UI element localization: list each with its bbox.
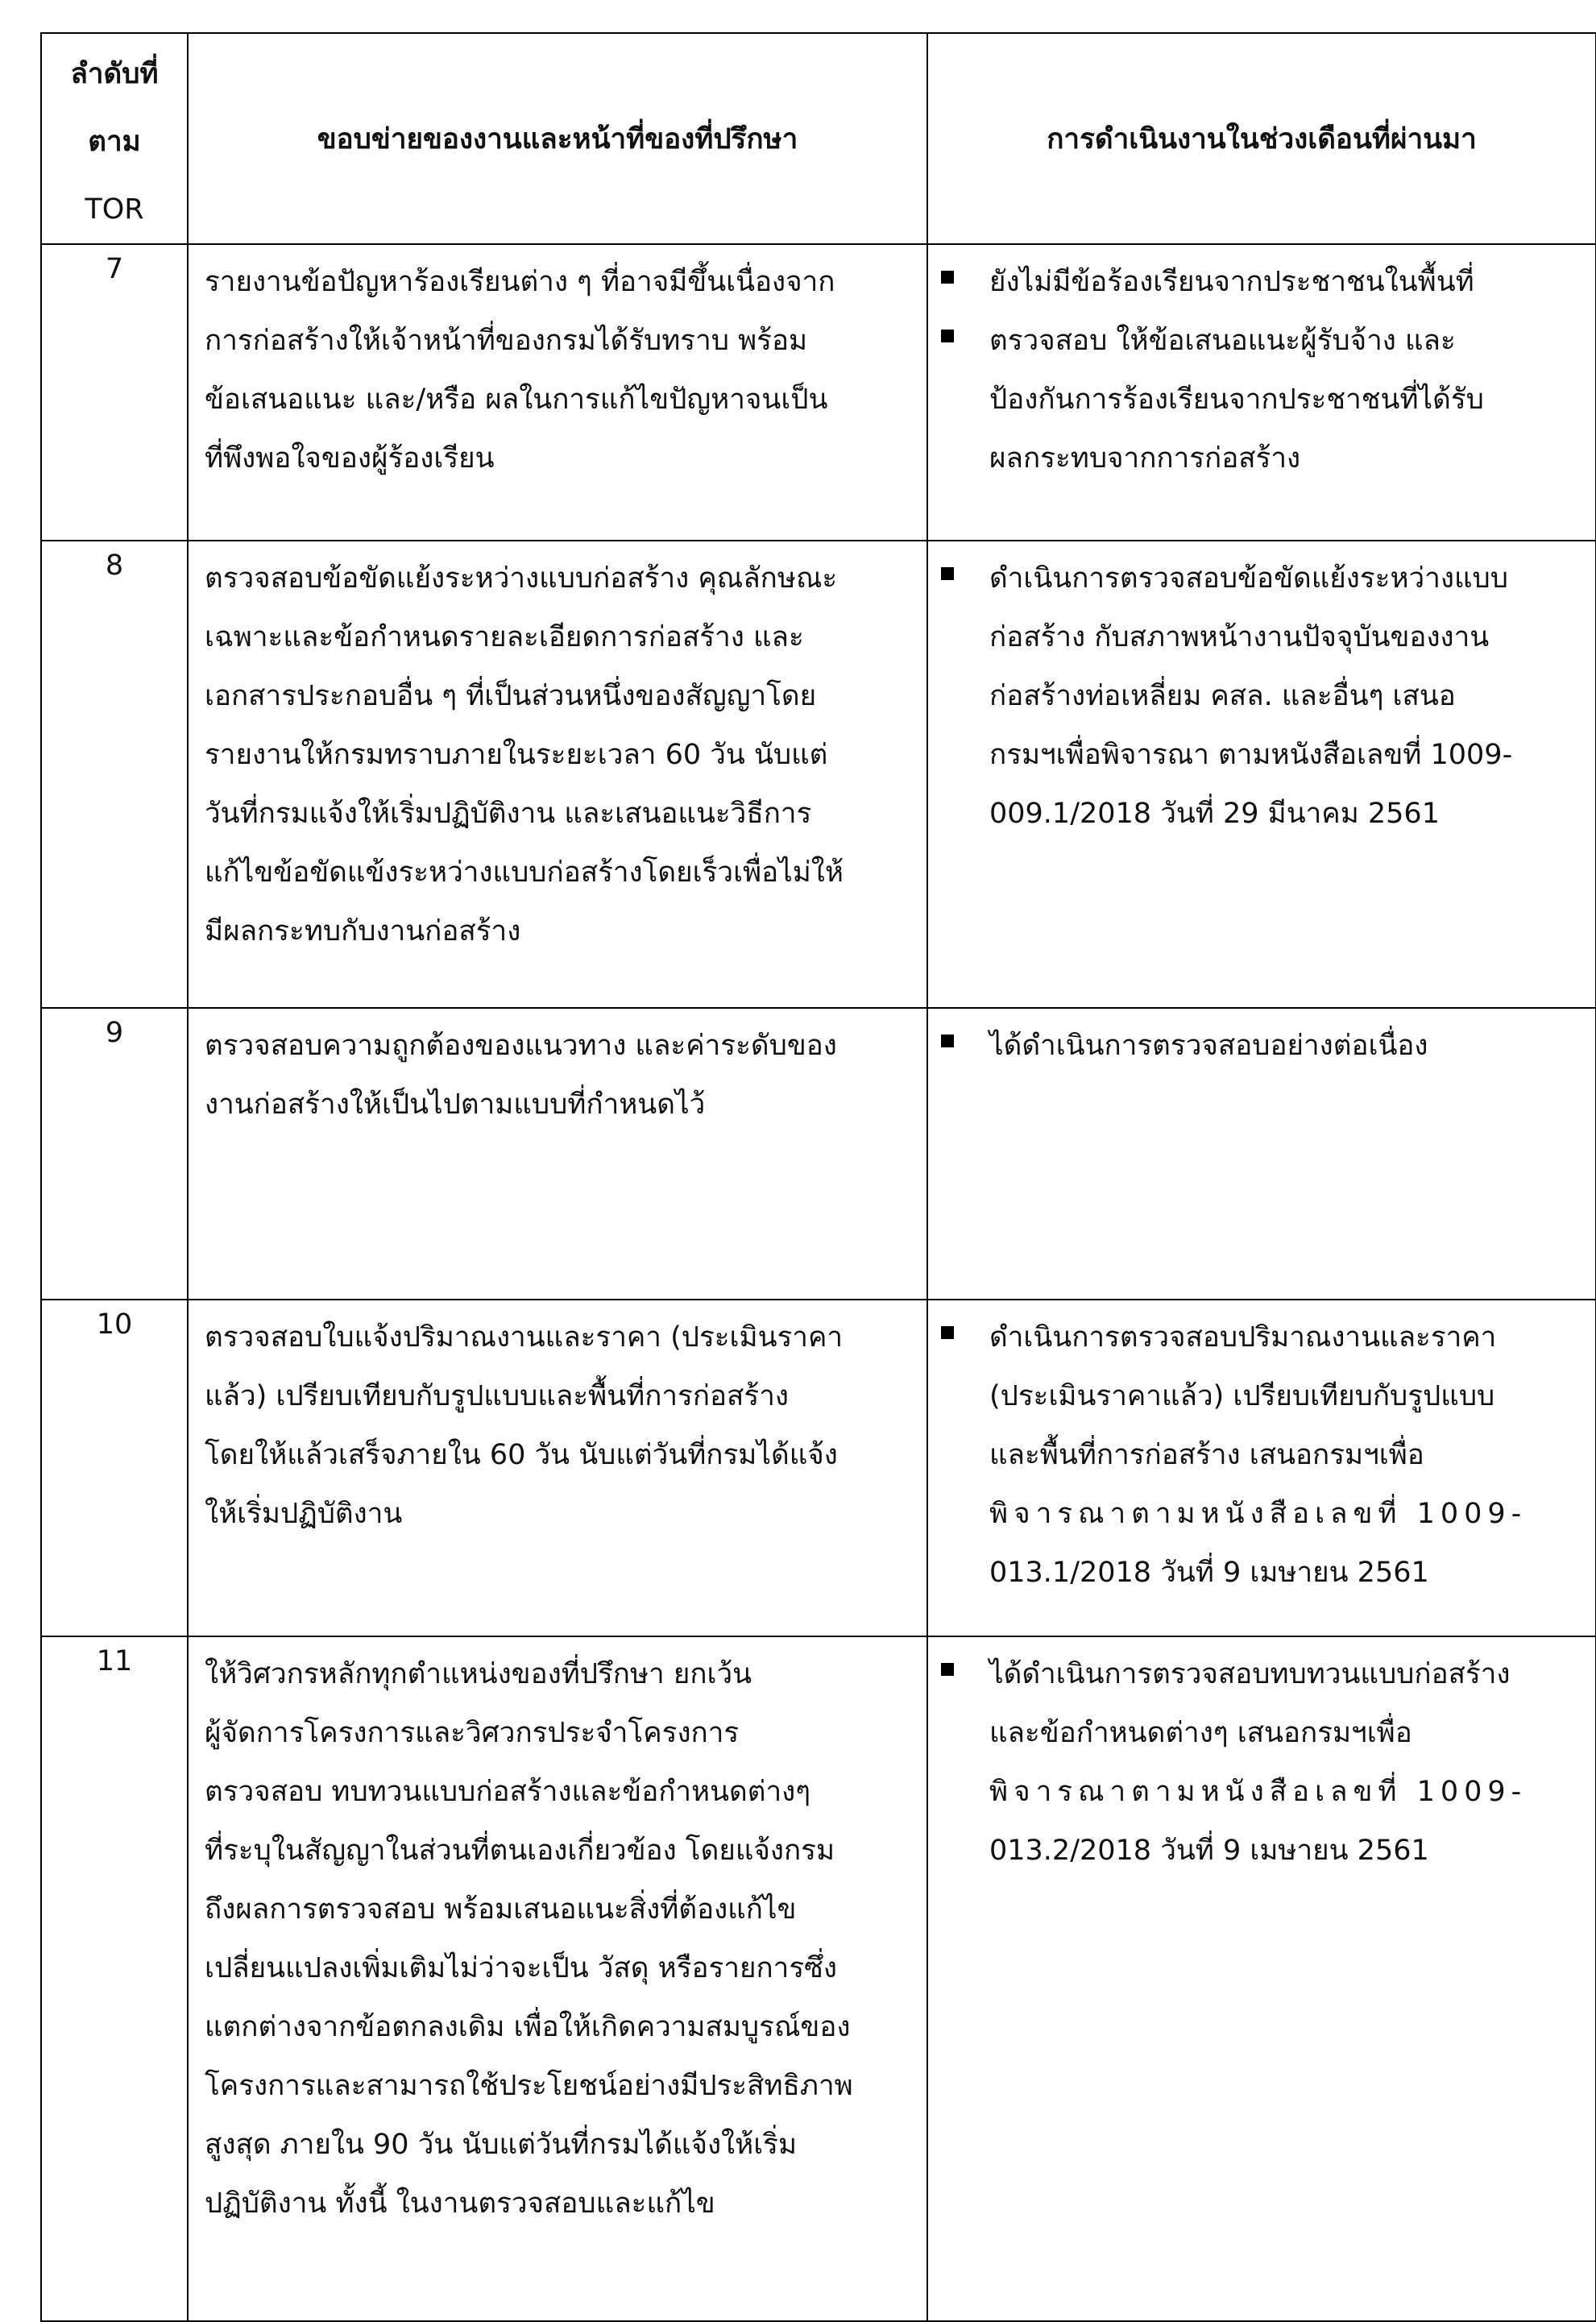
- square-bullet-icon: [941, 330, 954, 342]
- progress-bullet-item: [941, 312, 1584, 488]
- header-tor-number: [41, 33, 188, 244]
- header-tor-number-line: TOR: [85, 193, 144, 226]
- text-line: ตรวจสอบ ให้ข้อเสนอแนะผู้รับจ้าง และ: [989, 325, 1456, 357]
- text-line: ที่ระบุในสัญญาในส่วนที่ตนเองเกี่ยวข้อง โดยแจ้งกรม: [205, 1835, 835, 1867]
- table-row: [41, 1300, 1596, 1636]
- text-line: โครงการและสามารถใช้ประโยชน์อย่างมีประสิทธิภาพ: [205, 2070, 853, 2102]
- text-line: แก้ไขข้อขัดแข้งระหว่างแบบก่อสร้างโดยเร็วเพื่อไม่ให้: [205, 856, 844, 889]
- text-line: แล้ว) เปรียบเทียบกับรูปแบบและพื้นที่การก่อสร้าง: [205, 1380, 789, 1412]
- text-line: พิจารณาตามหนังสือเลขที่ 1009-: [989, 1776, 1528, 1808]
- text-line: ตรวจสอบข้อขัดแย้งระหว่างแบบก่อสร้าง คุณลักษณะ: [205, 562, 838, 595]
- text-line: สูงสุด ภายใน 90 วัน นับแต่วันที่กรมได้แจ้งให้เริ่ม: [205, 2129, 798, 2161]
- table-row: [41, 1636, 1596, 2321]
- text-line: ผู้จัดการโครงการและวิศวกรประจำโครงการ: [205, 1717, 740, 1749]
- text-line: ตรวจสอบความถูกต้องของแนวทาง และค่าระดับของ: [205, 1030, 837, 1062]
- row-number: 9: [41, 1008, 188, 1300]
- text-line: (ประเมินราคาแล้ว) เปรียบเทียบกับรูปแบบ: [989, 1380, 1495, 1412]
- tor-progress-table: [40, 32, 1596, 2322]
- row-number: 10: [41, 1300, 188, 1636]
- table-header-row: [41, 33, 1596, 244]
- table-row: [41, 1008, 1596, 1300]
- text-line: มีผลกระทบกับงานก่อสร้าง: [205, 915, 521, 947]
- text-line: ข้อเสนอแนะ และ/หรือ ผลในการแก้ไขปัญหาจนเป็น: [205, 384, 828, 416]
- table-row: [41, 244, 1596, 541]
- text-line: ตรวจสอบใบแจ้งปริมาณงานและราคา (ประเมินราคา: [205, 1321, 844, 1354]
- text-line: ยังไม่มีข้อร้องเรียนจากประชาชนในพื้นที่: [989, 266, 1474, 298]
- progress-bullet-item: [941, 549, 1584, 844]
- text-line: ตรวจสอบ ทบทวนแบบก่อสร้างและข้อกำหนดต่างๆ: [205, 1776, 811, 1808]
- text-line: โดยให้แล้วเสร็จภายใน 60 วัน นับแต่วันที่กรมได้แจ้ง: [205, 1439, 838, 1471]
- text-line: ได้ดำเนินการตรวจสอบอย่างต่อเนื่อง: [989, 1030, 1428, 1062]
- text-line: 013.1/2018 วันที่ 9 เมษายน 2561: [989, 1557, 1429, 1589]
- text-line: 009.1/2018 วันที่ 29 มีนาคม 2561: [989, 798, 1440, 830]
- row-number: 11: [41, 1636, 188, 2321]
- square-bullet-icon: [941, 1663, 954, 1676]
- text-line: การก่อสร้างให้เจ้าหน้าที่ของกรมได้รับทราบ พร้อม: [205, 325, 808, 357]
- square-bullet-icon: [941, 567, 954, 580]
- text-line: ปฏิบัติงาน ทั้งนี้ ในงานตรวจสอบและแก้ไข: [205, 2187, 715, 2220]
- row-scope-text: [188, 541, 927, 1008]
- progress-bullet-item: [941, 253, 1584, 312]
- text-line: วันที่กรมแจ้งให้เริ่มปฏิบัติงาน และเสนอแนะวิธีการ: [205, 798, 812, 830]
- text-line: ได้ดำเนินการตรวจสอบทบทวนแบบก่อสร้าง: [989, 1658, 1511, 1690]
- text-line: และพื้นที่การก่อสร้าง เสนอกรมฯเพื่อ: [989, 1439, 1424, 1471]
- text-line: ก่อสร้างท่อเหลี่ยม คสล. และอื่นๆ เสนอ: [989, 680, 1456, 712]
- text-line: เปลี่ยนแปลงเพิ่มเติมไม่ว่าจะเป็น วัสดุ หรือรายการซึ่ง: [205, 1952, 837, 1984]
- row-scope-text: [188, 244, 927, 541]
- row-progress-text: [927, 1008, 1596, 1300]
- text-line: ดำเนินการตรวจสอบข้อขัดแย้งระหว่างแบบ: [989, 562, 1508, 595]
- row-scope-text: [188, 1300, 927, 1636]
- progress-bullet-item: [941, 1645, 1584, 1880]
- row-progress-text: [927, 1636, 1596, 2321]
- header-progress: การดำเนินงานในช่วงเดือนที่ผ่านมา: [927, 33, 1596, 244]
- square-bullet-icon: [941, 1035, 954, 1047]
- progress-bullet-item: [941, 1017, 1584, 1076]
- text-line: และข้อกำหนดต่างๆ เสนอกรมฯเพื่อ: [989, 1717, 1412, 1749]
- progress-bullet-item: [941, 1308, 1584, 1603]
- row-progress-text: [927, 244, 1596, 541]
- header-tor-number-line: ตาม: [88, 126, 141, 158]
- text-line: ให้เริ่มปฏิบัติงาน: [205, 1498, 403, 1530]
- header-scope: ขอบข่ายของงานและหน้าที่ของที่ปรึกษา: [188, 33, 927, 244]
- header-tor-number-line: ลำดับที่: [70, 58, 159, 90]
- row-number: 8: [41, 541, 188, 1008]
- text-line: ป้องกันการร้องเรียนจากประชาชนที่ได้รับ: [989, 384, 1484, 416]
- square-bullet-icon: [941, 271, 954, 284]
- text-line: ที่พึงพอใจของผู้ร้องเรียน: [205, 442, 495, 475]
- text-line: ก่อสร้าง กับสภาพหน้างานปัจจุบันของงาน: [989, 621, 1490, 653]
- text-line: ดำเนินการตรวจสอบปริมาณงานและราคา: [989, 1321, 1497, 1354]
- text-line: 013.2/2018 วันที่ 9 เมษายน 2561: [989, 1835, 1429, 1867]
- text-line: แตกต่างจากข้อตกลงเดิม เพื่อให้เกิดความสมบูรณ์ของ: [205, 2011, 851, 2043]
- text-line: กรมฯเพื่อพิจารณา ตามหนังสือเลขที่ 1009-: [989, 739, 1513, 771]
- text-line: รายงานให้กรมทราบภายในระยะเวลา 60 วัน นับแต่: [205, 739, 828, 771]
- text-line: เอกสารประกอบอื่น ๆ ที่เป็นส่วนหนึ่งของสัญญาโดย: [205, 680, 817, 712]
- text-line: ผลกระทบจากการก่อสร้าง: [989, 442, 1301, 475]
- row-number: 7: [41, 244, 188, 541]
- text-line: งานก่อสร้างให้เป็นไปตามแบบที่กำหนดไว้: [205, 1088, 706, 1121]
- row-scope-text: [188, 1008, 927, 1300]
- table-row: [41, 541, 1596, 1008]
- text-line: พิจารณาตามหนังสือเลขที่ 1009-: [989, 1498, 1528, 1530]
- row-progress-text: [927, 541, 1596, 1008]
- text-line: ถึงผลการตรวจสอบ พร้อมเสนอแนะสิ่งที่ต้องแก้ไข: [205, 1893, 797, 1926]
- square-bullet-icon: [941, 1326, 954, 1339]
- text-line: ให้วิศวกรหลักทุกตำแหน่งของที่ปรึกษา ยกเว้น: [205, 1658, 752, 1690]
- text-line: เฉพาะและข้อกำหนดรายละเอียดการก่อสร้าง และ: [205, 621, 804, 653]
- row-progress-text: [927, 1300, 1596, 1636]
- row-scope-text: [188, 1636, 927, 2321]
- text-line: รายงานข้อปัญหาร้องเรียนต่าง ๆ ที่อาจมีขึ้นเนื่องจาก: [205, 266, 835, 298]
